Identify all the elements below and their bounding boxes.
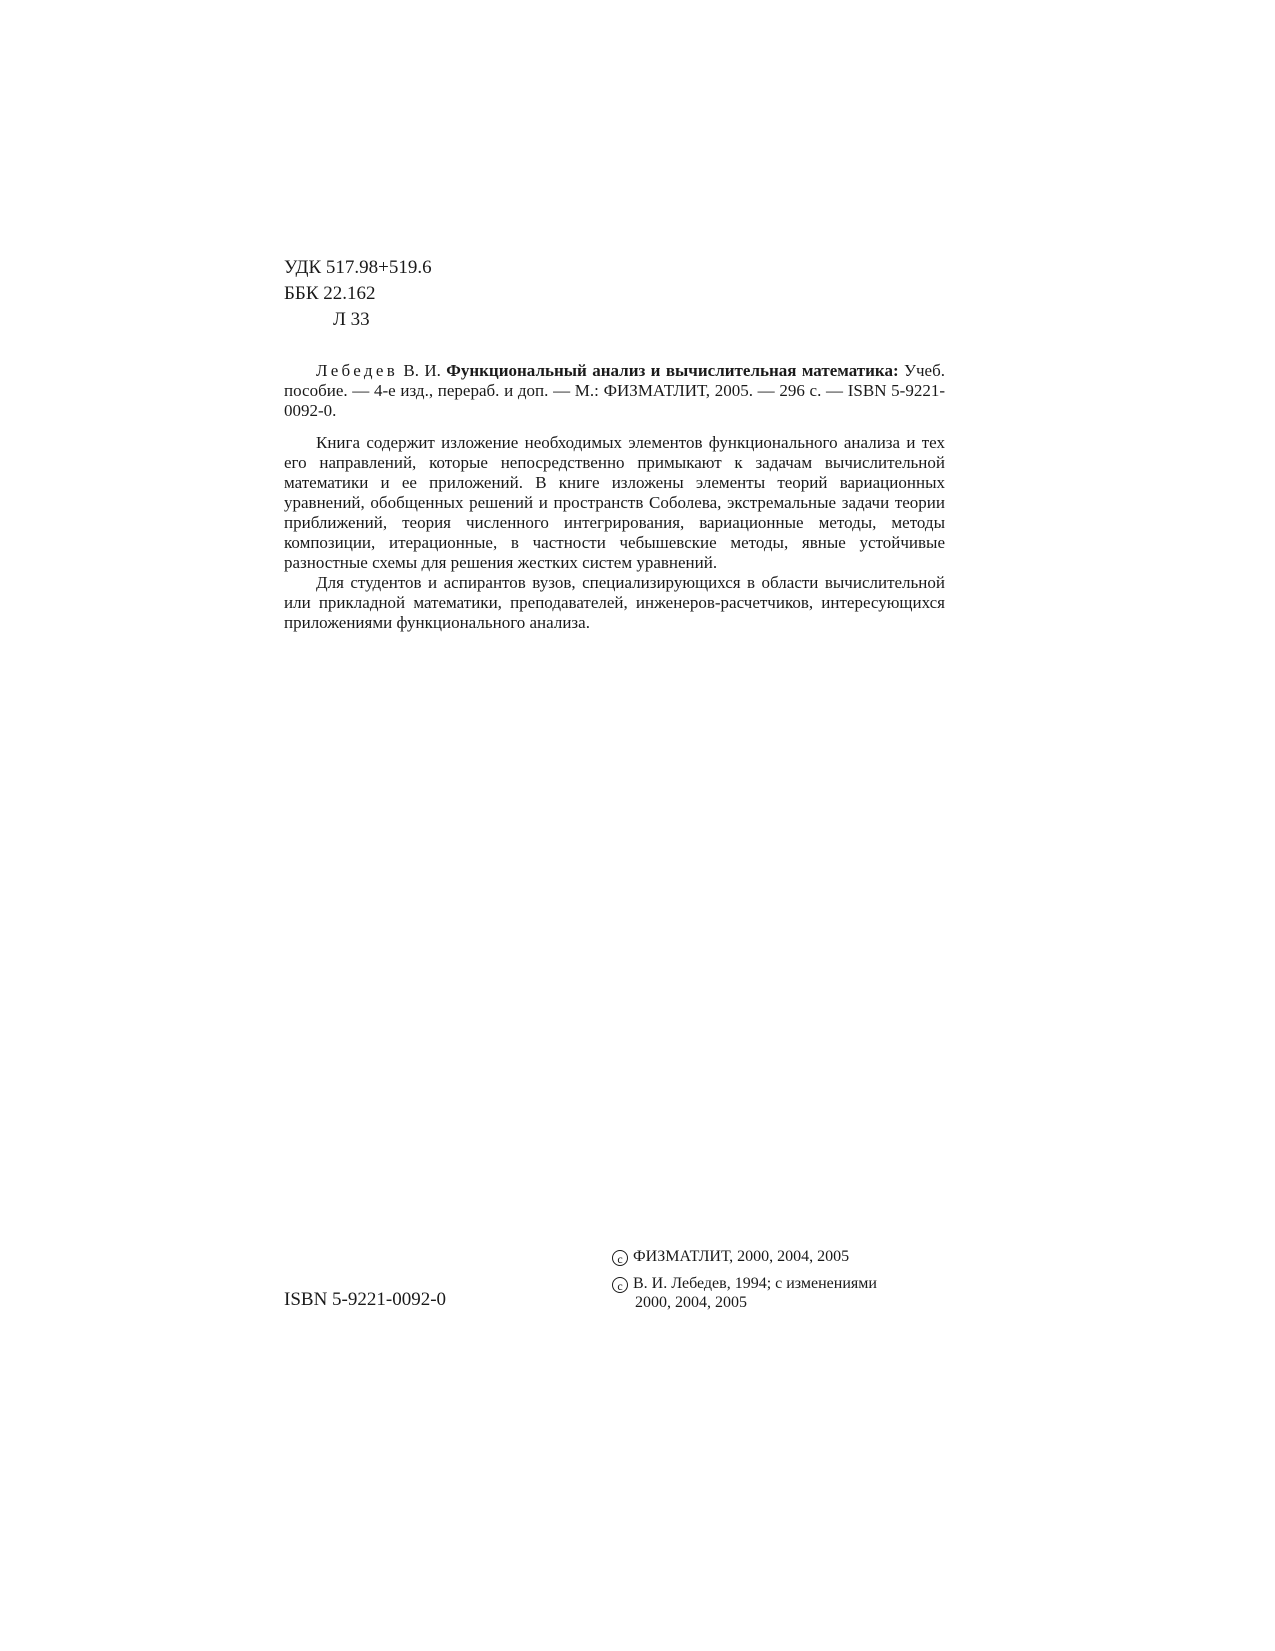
publication-details: Учеб. пособие. — 4-е изд., перераб. и доп. — М.: ФИЗМАТЛИТ, 2005. — 296 с. — ISBN 5-9221-0092-0. [284,361,945,420]
copyright-author-years: 2000, 2004, 2005 [635,1294,747,1311]
author-initials: В. И. [403,361,441,380]
udk-code: УДК 517.98+519.6 [284,257,432,278]
copyright-publisher-text: ФИЗМАТЛИТ, 2000, 2004, 2005 [633,1248,850,1265]
author-surname: Лебедев [316,361,399,380]
isbn: ISBN 5-9221-0092-0 [284,1289,447,1310]
copyright-publisher [612,1247,877,1266]
classification-codes [284,255,432,333]
copyright-author [612,1274,877,1312]
author-mark: Л 33 [333,309,370,330]
copyright-author-text: В. И. Лебедев, 1994; с изменениями [633,1275,877,1292]
audience-paragraph: Для студентов и аспирантов вузов, специализирующихся в области вычислительной или прикладной математики, преподавателей, инженеров-расчетчиков, интересующихся приложениями функционального анализа. [284,573,945,632]
bibliographic-record [284,361,945,421]
bbk-code: ББК 22.162 [284,283,376,304]
main-text-block [284,361,945,633]
copyright-icon: c [612,1250,628,1266]
copyright-block [612,1247,877,1320]
annotation-paragraph: Книга содержит изложение необходимых элементов функционального анализа и тех его направлений, которые непосредственно примыкают к задачам вычислительной математики и ее приложений. В книге изложены элементы теорий вариационных уравнений, обобщенных решений и пространств Соболева, экстремальные задачи теории приближений, теория численного интегрирования, вариационные методы, методы композиции, итерационные, в частности чебышевские методы, явные устойчивые разностные схемы для решения жестких систем уравнений. [284,433,945,572]
book-title: Функциональный анализ и вычислительная математика: [446,361,899,380]
copyright-icon: c [612,1277,628,1293]
